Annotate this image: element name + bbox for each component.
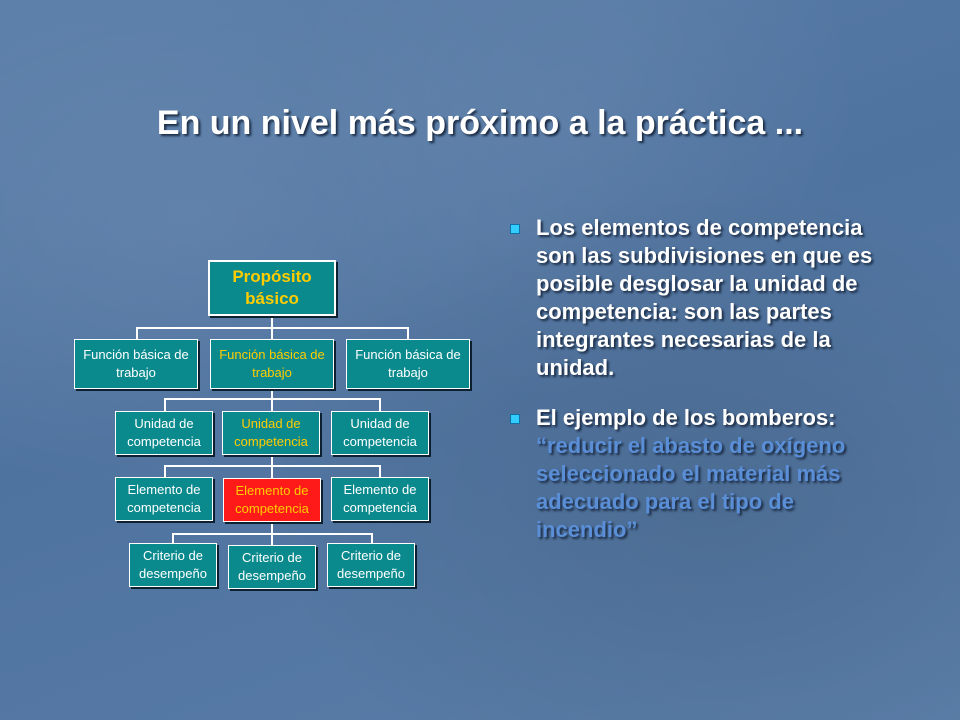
connector-line [379,465,381,477]
connector-line [379,398,381,411]
criterion-node: Criterio de desempeño [228,545,316,589]
function-node: Función básica de trabajo [74,339,198,389]
connector-line [371,533,373,543]
unit-node: Unidad de competencia [331,411,429,455]
element-node-highlighted: Elemento de competencia [223,478,321,522]
square-bullet-icon [510,224,520,234]
slide-title: En un nivel más próximo a la práctica ... [156,104,804,142]
bullet-item [510,214,890,382]
connector-line [271,533,273,545]
function-node: Función básica de trabajo [210,339,334,389]
connector-line [407,327,409,339]
element-node: Elemento de competencia [115,477,213,521]
bullet-item [510,404,890,544]
connector-line [271,327,273,339]
bullet-list [510,214,890,566]
unit-node: Unidad de competencia [222,411,320,455]
connector-line [172,533,174,543]
connector-line [136,327,138,339]
square-bullet-icon [510,414,520,424]
unit-node: Unidad de competencia [115,411,213,455]
criterion-node: Criterio de desempeño [129,543,217,587]
bullet-quote: “reducir el abasto de oxígeno seleccionado el material más adecuado para el tipo de incendio” [536,433,846,542]
connector-line [271,465,273,478]
connector-line [164,465,166,477]
criterion-node: Criterio de desempeño [327,543,415,587]
connector-line [271,398,273,411]
root-node: Propósito básico [208,260,336,316]
bullet-text: Los elementos de competencia son las subdivisiones en que es posible desglosar la unidad de competencia: son las partes integrantes necesarias de la unidad. [536,215,873,380]
function-node: Función básica de trabajo [346,339,470,389]
element-node: Elemento de competencia [331,477,429,521]
bullet-intro: El ejemplo de los bomberos: [536,405,836,430]
connector-line [164,398,166,411]
bullet-text [536,404,890,544]
